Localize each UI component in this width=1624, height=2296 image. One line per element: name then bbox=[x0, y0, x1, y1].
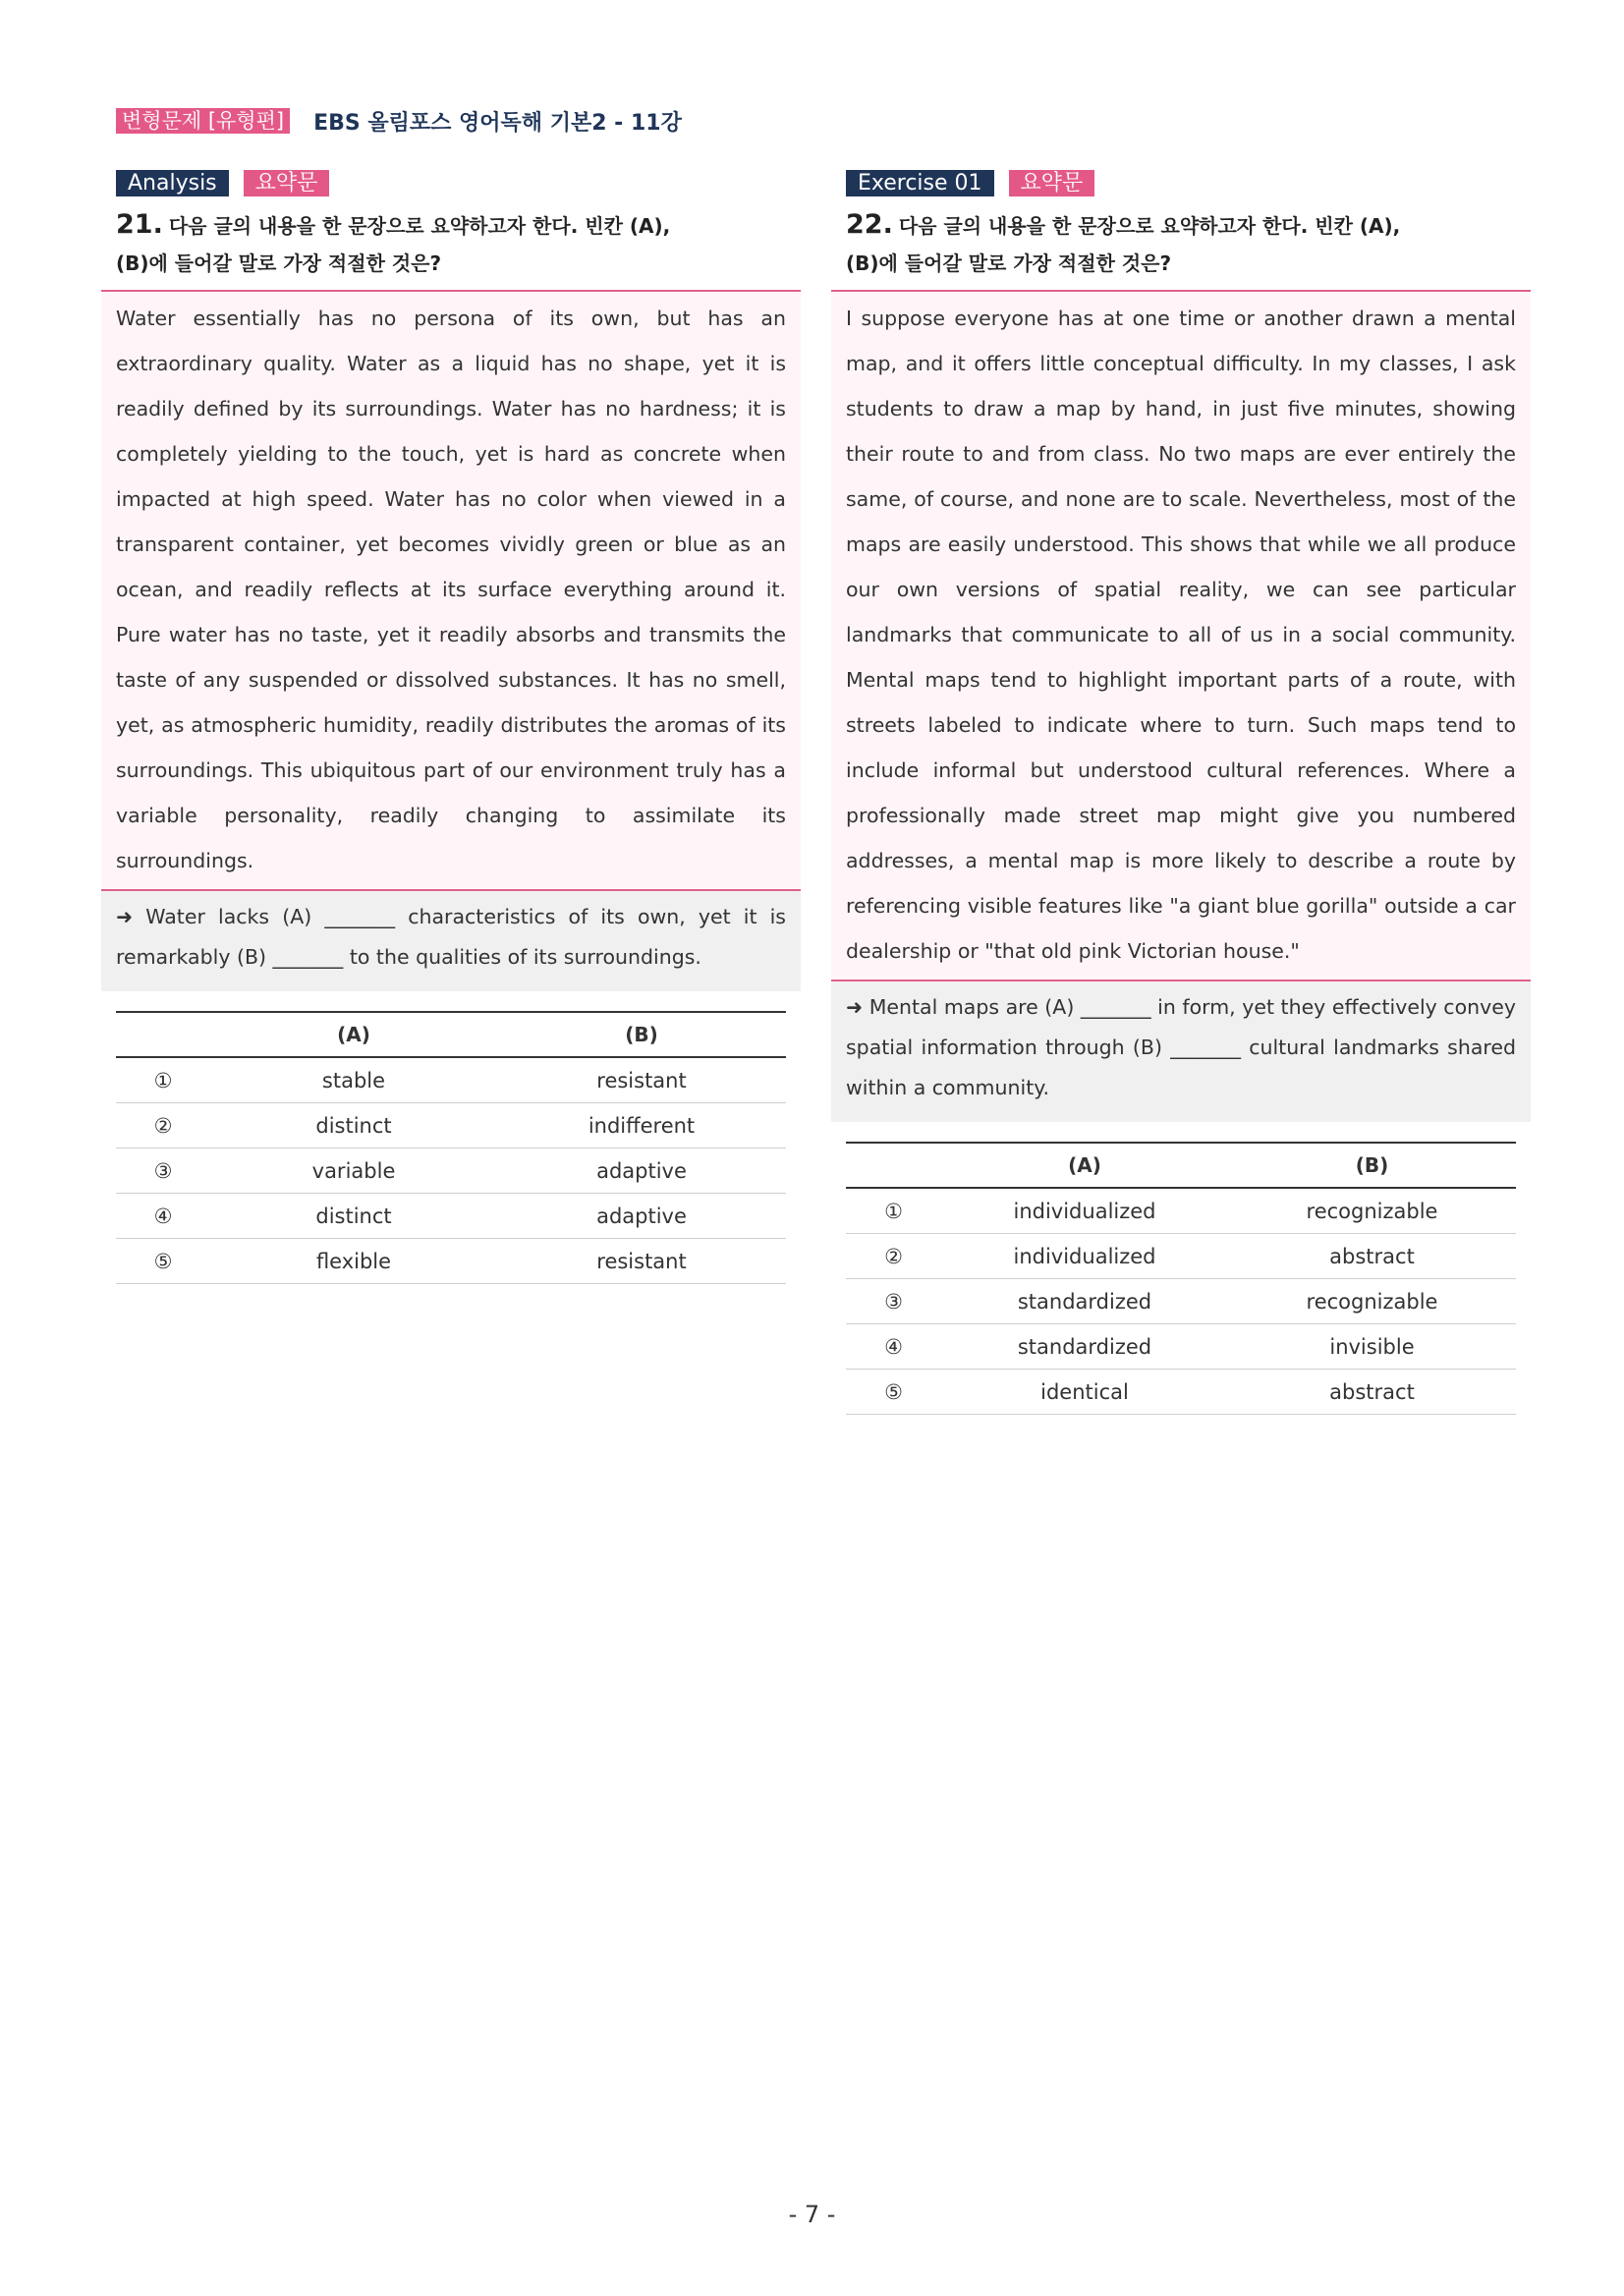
choice-b: resistant bbox=[596, 1068, 687, 1092]
choice-number: ③ bbox=[153, 1158, 173, 1183]
answer-choices-table bbox=[116, 1011, 786, 1284]
choice-number: ① bbox=[884, 1199, 903, 1223]
page-header bbox=[116, 106, 682, 136]
question-22-column bbox=[831, 169, 1531, 1415]
choice-row-5[interactable] bbox=[116, 1239, 786, 1284]
choice-row-4[interactable] bbox=[846, 1324, 1516, 1370]
question-number: 21. bbox=[116, 209, 163, 240]
question-number: 22. bbox=[846, 209, 893, 240]
column-b-header: (B) bbox=[625, 1023, 658, 1046]
choice-number: ③ bbox=[884, 1289, 903, 1314]
choice-a: flexible bbox=[315, 1249, 392, 1273]
header-title: EBS 올림포스 영어독해 기본2 - 11강 bbox=[313, 110, 682, 136]
choice-a: stable bbox=[321, 1068, 386, 1092]
choice-a: standardized bbox=[1017, 1289, 1152, 1314]
choice-row-1[interactable] bbox=[116, 1058, 786, 1103]
choice-b: abstract bbox=[1329, 1379, 1415, 1404]
question-labels bbox=[831, 169, 1531, 196]
choice-number: ④ bbox=[884, 1334, 903, 1359]
choice-b: indifferent bbox=[588, 1113, 696, 1138]
passage-text: Water essentially has no persona of its own, but has an extraordinary quality. Water as a liquid has no shape, yet it is readily defined by its surroundings. Water has no hardness; it is completely yielding to the touch, yet is hard as concrete when impacted at high speed. Water has no color when viewed in a transparent container, yet becomes vividly green or blue as an ocean, and readily reflects at its surface everything around it. Pure water has no taste, yet it readily absorbs and transmits the taste of any suspended or dissolved substances. It has no smell, yet, as atmospheric humidity, readily distributes the aromas of its surroundings. This ubiquitous part of our environment truly has a variable personality, readily changing to assimilate its surroundings. bbox=[116, 307, 786, 872]
choice-a: distinct bbox=[315, 1204, 392, 1228]
page-number: - 7 - bbox=[788, 2201, 836, 2228]
summary-type-tag: 요약문 bbox=[244, 170, 330, 196]
choice-a: individualized bbox=[1013, 1199, 1156, 1223]
choice-number: ④ bbox=[153, 1204, 173, 1228]
passage-box bbox=[101, 290, 801, 891]
choices-header-row bbox=[116, 1013, 786, 1058]
passage-box bbox=[831, 290, 1531, 981]
question-labels bbox=[101, 169, 801, 196]
column-a-header: (A) bbox=[1068, 1153, 1101, 1177]
choice-a: identical bbox=[1040, 1379, 1129, 1404]
question-text-line2: (B)에 들어갈 말로 가장 적절한 것은? bbox=[116, 252, 442, 275]
header-tag: 변형문제 [유형편] bbox=[116, 108, 290, 134]
analysis-label: Analysis bbox=[116, 170, 229, 196]
exercise-label: Exercise 01 bbox=[846, 170, 994, 196]
column-b-header: (B) bbox=[1355, 1153, 1389, 1177]
summary-box bbox=[101, 891, 801, 991]
choice-number: ⑤ bbox=[153, 1249, 173, 1273]
question-text-line1: 다음 글의 내용을 한 문장으로 요약하고자 한다. 빈칸 (A), bbox=[898, 214, 1401, 238]
choice-row-1[interactable] bbox=[846, 1189, 1516, 1234]
choice-b: invisible bbox=[1329, 1334, 1415, 1359]
choice-a: standardized bbox=[1017, 1334, 1152, 1359]
question-title bbox=[101, 206, 801, 282]
column-a-header: (A) bbox=[337, 1023, 370, 1046]
choice-row-3[interactable] bbox=[846, 1279, 1516, 1324]
choices-header-row bbox=[846, 1144, 1516, 1189]
summary-sentence: ➜ Mental maps are (A) _______ in form, yet they effectively convey spatial information through (B) _______ cultural landmarks shared within a community. bbox=[846, 995, 1516, 1099]
choice-number: ① bbox=[153, 1068, 173, 1092]
question-title bbox=[831, 206, 1531, 282]
choice-row-4[interactable] bbox=[116, 1194, 786, 1239]
choice-a: individualized bbox=[1013, 1244, 1156, 1268]
choice-number: ② bbox=[153, 1113, 173, 1138]
choice-a: distinct bbox=[315, 1113, 392, 1138]
choice-row-5[interactable] bbox=[846, 1370, 1516, 1415]
choice-b: abstract bbox=[1329, 1244, 1415, 1268]
question-text-line1: 다음 글의 내용을 한 문장으로 요약하고자 한다. 빈칸 (A), bbox=[168, 214, 671, 238]
choice-a: variable bbox=[311, 1158, 396, 1183]
choice-number: ② bbox=[884, 1244, 903, 1268]
question-text-line2: (B)에 들어갈 말로 가장 적절한 것은? bbox=[846, 252, 1172, 275]
summary-sentence: ➜ Water lacks (A) _______ characteristics of its own, yet it is remarkably (B) _______ to the qualities of its surroundings. bbox=[116, 905, 786, 969]
choice-b: recognizable bbox=[1306, 1289, 1438, 1314]
answer-choices-table bbox=[846, 1142, 1516, 1415]
choice-number: ⑤ bbox=[884, 1379, 903, 1404]
choice-b: adaptive bbox=[596, 1158, 687, 1183]
choice-b: adaptive bbox=[596, 1204, 687, 1228]
summary-box bbox=[831, 981, 1531, 1122]
summary-type-tag: 요약문 bbox=[1009, 170, 1095, 196]
choice-b: recognizable bbox=[1306, 1199, 1438, 1223]
choice-row-3[interactable] bbox=[116, 1148, 786, 1194]
choice-row-2[interactable] bbox=[846, 1234, 1516, 1279]
question-21-column bbox=[101, 169, 801, 1284]
passage-text: I suppose everyone has at one time or another drawn a mental map, and it offers little conceptual difficulty. In my classes, I ask students to draw a map by hand, in just five minutes, showing their route to and from class. No two maps are ever entirely the same, of course, and none are to scale. Nevertheless, most of the maps are easily understood. This shows that while we all produce our own versions of spatial reality, we can see particular landmarks that communicate to all of us in a social community. Mental maps tend to highlight important parts of a route, with streets labeled to indicate where to turn. Such maps tend to include informal but understood cultural references. Where a professionally made street map might give you numbered addresses, a mental map is more likely to describe a route by referencing visible features like "a giant blue gorilla" outside a car dealership or "that old pink Victorian house." bbox=[846, 307, 1516, 963]
choice-b: resistant bbox=[596, 1249, 687, 1273]
choice-row-2[interactable] bbox=[116, 1103, 786, 1148]
